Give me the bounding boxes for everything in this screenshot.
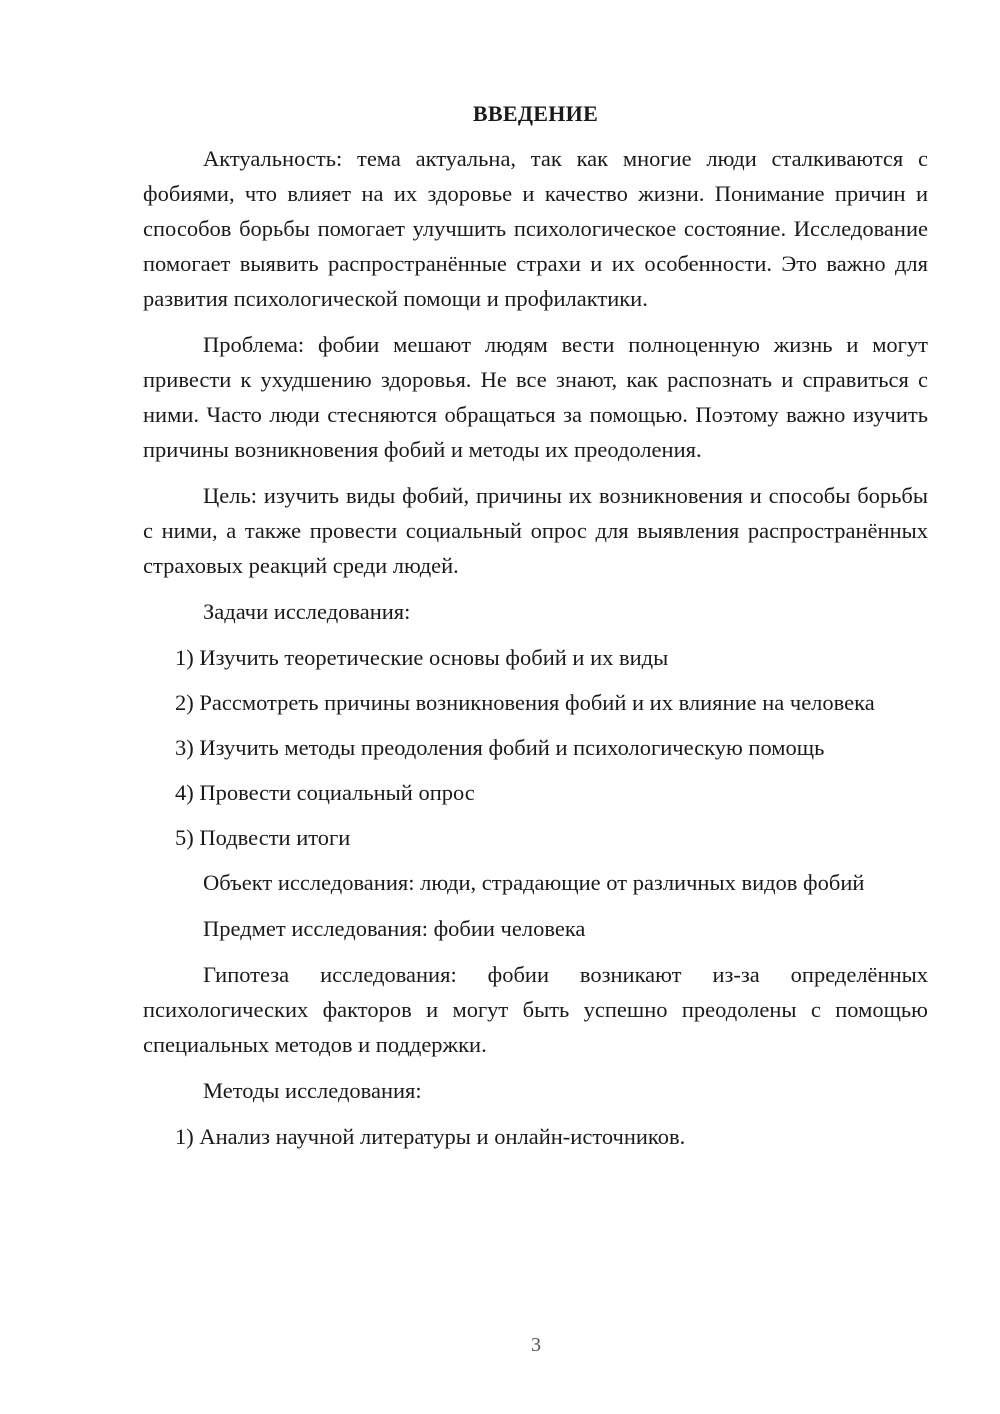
page-number: 3 <box>531 1334 541 1356</box>
task-item-4: 4) Провести социальный опрос <box>175 780 475 805</box>
method-item-1: 1) Анализ научной литературы и онлайн-источников. <box>175 1124 686 1149</box>
goal-paragraph: Цель: изучить виды фобий, причины их возникновения и способы борьбы с ними, а также провести социальный опрос для выявления распространённых страховых реакций среди людей. <box>143 483 928 578</box>
subject-paragraph: Предмет исследования: фобии человека <box>203 916 586 941</box>
document-page <box>143 96 928 1164</box>
object-paragraph: Объект исследования: люди, страдающие от различных видов фобий <box>203 870 865 895</box>
hypothesis-paragraph: Гипотеза исследования: фобии возникают из-за определённых психологических факторов и могут быть успешно преодолены с помощью специальных методов и поддержки. <box>143 962 928 1057</box>
task-item-1: 1) Изучить теоретические основы фобий и их виды <box>175 645 669 670</box>
problem-paragraph: Проблема: фобии мешают людям вести полноценную жизнь и могут привести к ухудшению здоровья. Не все знают, как распознать и справиться с ними. Часто люди стесняются обращаться за помощью. Поэтому важно изучить причины возникновения фобий и методы их преодоления. <box>143 332 928 462</box>
task-item-3: 3) Изучить методы преодоления фобий и психологическую помощь <box>175 735 825 760</box>
section-title: ВВЕДЕНИЕ <box>472 101 599 126</box>
task-item-5: 5) Подвести итоги <box>175 825 351 850</box>
tasks-heading: Задачи исследования: <box>203 599 411 624</box>
relevance-paragraph: Актуальность: тема актуальна, так как многие люди сталкиваются с фобиями, что влияет на их здоровье и качество жизни. Понимание причин и способов борьбы помогает улучшить психологическое состояние. Исследование помогает выявить распространённые страхи и их особенности. Это важно для развития психологической помощи и профилактики. <box>143 146 928 311</box>
methods-heading: Методы исследования: <box>203 1078 422 1103</box>
task-item-2: 2) Рассмотреть причины возникновения фобий и их влияние на человека <box>175 690 875 715</box>
